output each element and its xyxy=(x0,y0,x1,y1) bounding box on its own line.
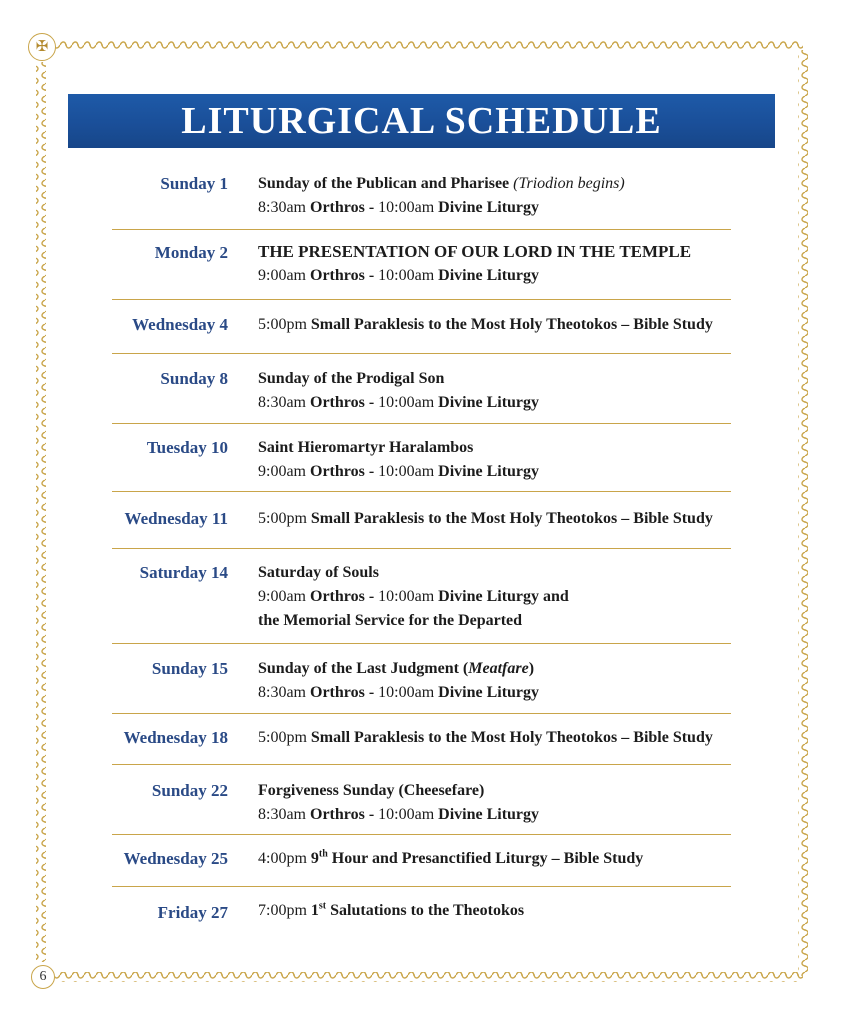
entry-content xyxy=(258,561,569,633)
entry-content xyxy=(258,657,539,705)
service: Orthros - xyxy=(310,806,379,823)
time: 5:00pm xyxy=(258,316,311,333)
event-title-end: ) xyxy=(528,660,535,677)
time: 8:30am xyxy=(258,199,310,216)
event-title: Sunday of the Prodigal Son xyxy=(258,370,445,387)
page-number: 6 xyxy=(31,965,55,989)
time: 4:00pm xyxy=(258,850,311,867)
service: Divine Liturgy xyxy=(438,267,540,284)
time: 9:00am xyxy=(258,588,310,605)
service: Divine Liturgy xyxy=(438,199,540,216)
day-label: Sunday 22 xyxy=(151,781,228,800)
time: 8:30am xyxy=(258,394,310,411)
service: Orthros - xyxy=(310,588,379,605)
entry-content xyxy=(258,847,643,871)
day-label: Sunday 1 xyxy=(160,174,228,193)
divider xyxy=(112,491,731,492)
service: Divine Liturgy xyxy=(438,394,540,411)
event-note: (Triodion begins) xyxy=(513,175,625,192)
day-label: Sunday 15 xyxy=(151,659,228,678)
service: Hour and Presanctified Liturgy – Bible Study xyxy=(327,850,644,867)
event-title: Sunday of the Last Judgment ( xyxy=(258,660,469,677)
cross-emblem-icon: ✠ xyxy=(28,33,56,61)
service: Salutations to the Theotokos xyxy=(326,902,525,919)
service: Small Paraklesis to the Most Holy Theotokos – Bible Study xyxy=(310,729,713,746)
entry-content xyxy=(258,436,539,484)
entry-content xyxy=(258,779,539,827)
time: 9:00am xyxy=(258,463,310,480)
time: 10:00am xyxy=(378,806,439,823)
entry-content xyxy=(258,313,713,337)
entry-content xyxy=(258,240,691,288)
service: Divine Liturgy xyxy=(438,684,540,701)
service: Orthros - xyxy=(310,267,379,284)
day-label: Wednesday 18 xyxy=(123,728,228,747)
divider xyxy=(112,299,731,300)
entry-content xyxy=(258,172,625,220)
event-title: Sunday of the Publican and Pharisee xyxy=(258,175,514,192)
day-label: Tuesday 10 xyxy=(146,438,228,457)
time: 5:00pm xyxy=(258,510,311,527)
ordinal-suffix: th xyxy=(318,848,328,860)
entry-content xyxy=(258,726,713,750)
service: Divine Liturgy and xyxy=(438,588,569,605)
day-label: Sunday 8 xyxy=(160,369,228,388)
divider xyxy=(112,423,731,424)
event-title: Saint Hieromartyr Haralambos xyxy=(258,439,474,456)
page-title: LITURGICAL SCHEDULE xyxy=(181,100,662,142)
day-label: Wednesday 25 xyxy=(123,849,228,868)
divider xyxy=(112,229,731,230)
divider xyxy=(112,886,731,887)
entry-content xyxy=(258,507,713,531)
divider xyxy=(112,353,731,354)
day-label: Monday 2 xyxy=(154,243,228,262)
service: Orthros - xyxy=(310,394,379,411)
event-note: Meatfare xyxy=(468,660,529,677)
time: 5:00pm xyxy=(258,729,311,746)
event-title: Forgiveness Sunday (Cheesefare) xyxy=(258,782,485,799)
divider xyxy=(112,548,731,549)
time: 8:30am xyxy=(258,684,310,701)
time: 10:00am xyxy=(378,588,439,605)
entry-content xyxy=(258,899,524,923)
time: 10:00am xyxy=(378,463,439,480)
entry-content xyxy=(258,367,539,415)
service: Divine Liturgy xyxy=(438,806,540,823)
service: Small Paraklesis to the Most Holy Theotokos – Bible Study xyxy=(310,510,713,527)
ordinal: 9 xyxy=(310,850,319,867)
divider xyxy=(112,643,731,644)
time: 7:00pm xyxy=(258,902,311,919)
time: 9:00am xyxy=(258,267,310,284)
event-title: THE PRESENTATION OF OUR LORD IN THE TEMPLE xyxy=(258,242,692,261)
day-label: Wednesday 4 xyxy=(132,315,228,334)
time: 8:30am xyxy=(258,806,310,823)
time: 10:00am xyxy=(378,199,439,216)
ordinal: 1 xyxy=(310,902,319,919)
event-detail: the Memorial Service for the Departed xyxy=(258,612,523,629)
divider xyxy=(112,713,731,714)
service: Small Paraklesis to the Most Holy Theotokos – Bible Study xyxy=(310,316,713,333)
day-label: Friday 27 xyxy=(157,903,228,922)
service: Orthros - xyxy=(310,463,379,480)
service: Orthros - xyxy=(310,684,379,701)
service: Orthros - xyxy=(310,199,379,216)
day-label: Wednesday 11 xyxy=(124,509,228,528)
time: 10:00am xyxy=(378,684,439,701)
ordinal-suffix: st xyxy=(318,900,327,912)
day-label: Saturday 14 xyxy=(139,563,228,582)
event-title: Saturday of Souls xyxy=(258,564,379,581)
divider xyxy=(112,834,731,835)
time: 10:00am xyxy=(378,394,439,411)
time: 10:00am xyxy=(378,267,439,284)
service: Divine Liturgy xyxy=(438,463,540,480)
divider xyxy=(112,764,731,765)
